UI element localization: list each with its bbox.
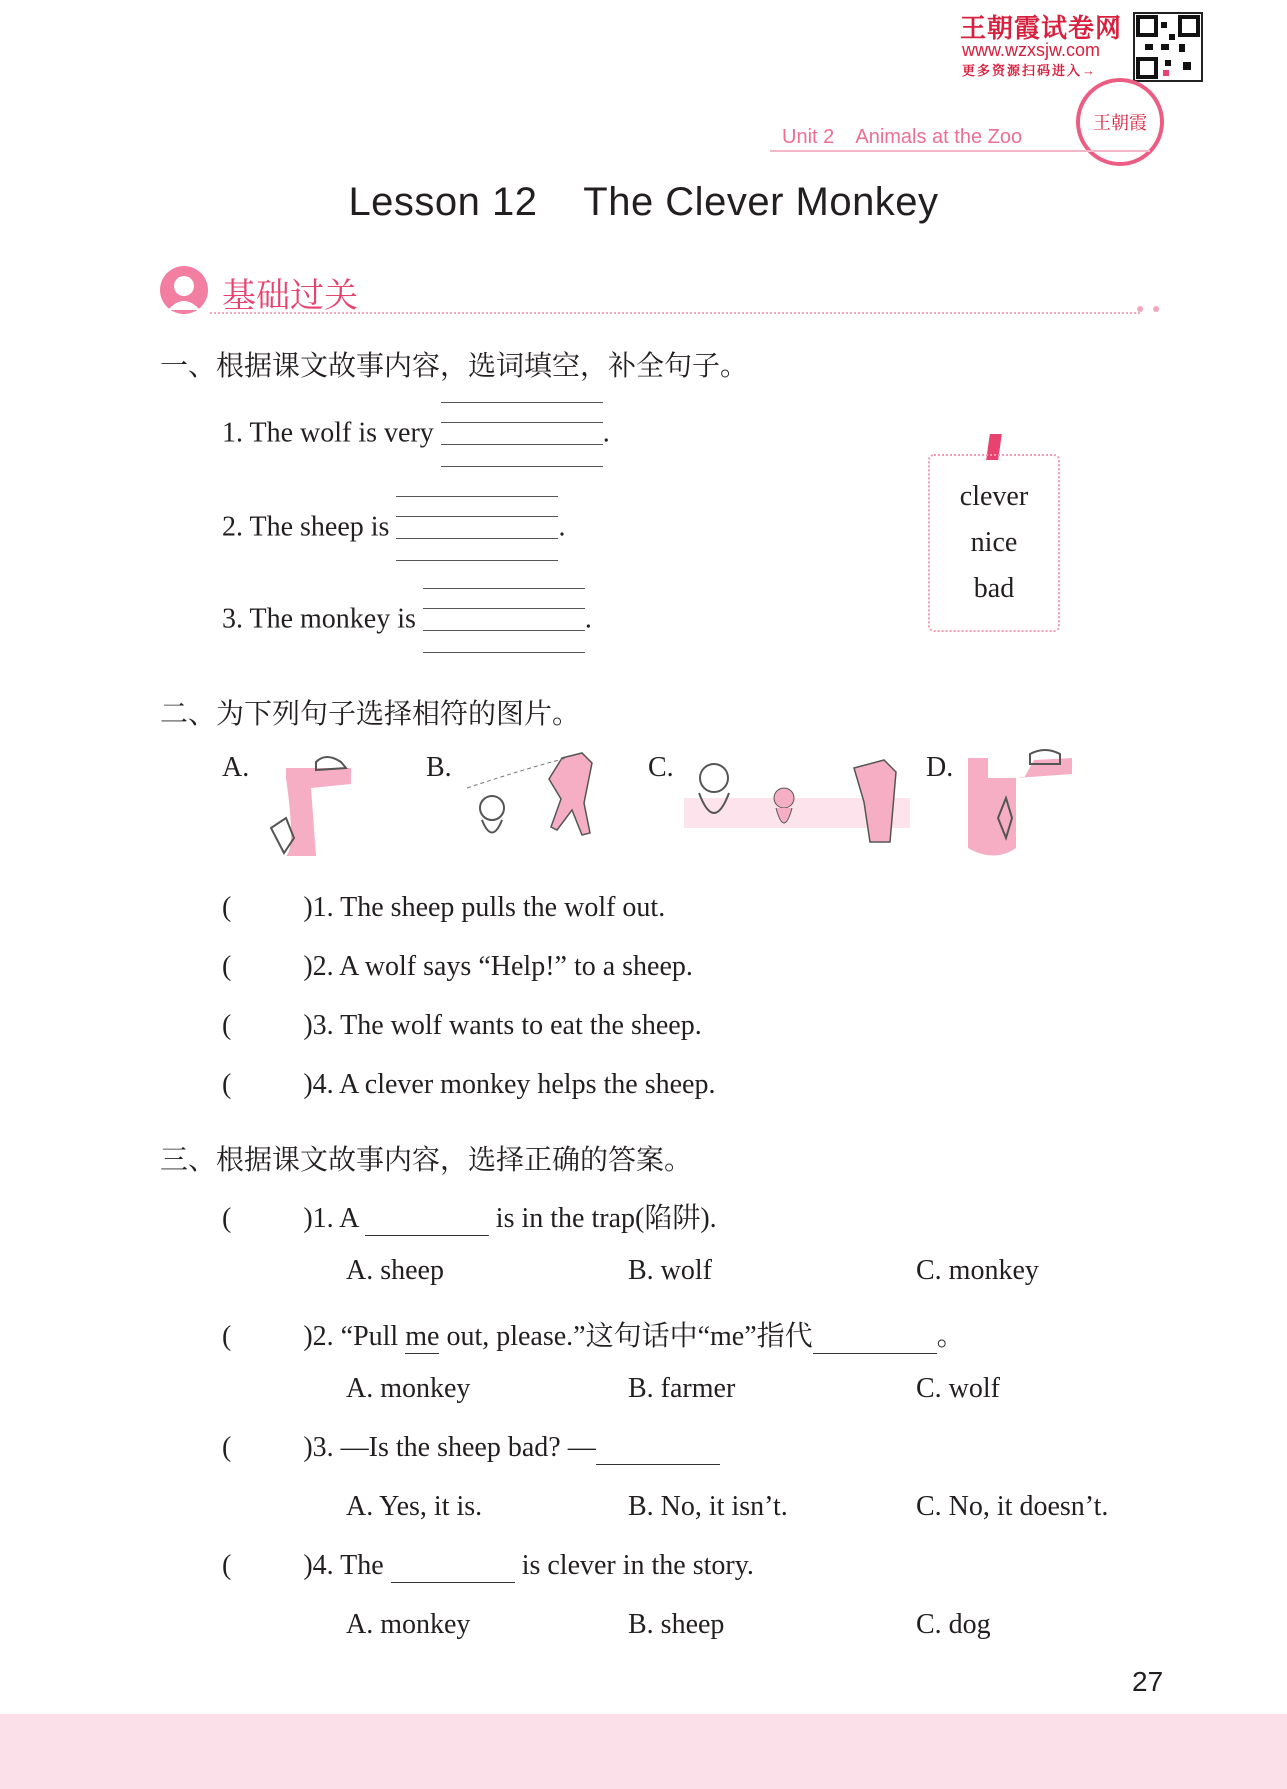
- answer-blank[interactable]: [813, 1321, 937, 1354]
- section-divider: [210, 312, 1140, 314]
- picture-label-b: B.: [426, 752, 452, 783]
- option-c[interactable]: C. wolf: [916, 1373, 1000, 1404]
- part2-item-text: 4. A clever monkey helps the sheep.: [312, 1069, 716, 1100]
- part3-question-4: ( )4. The is clever in the story.: [222, 1550, 754, 1581]
- answer-paren[interactable]: (: [222, 1432, 232, 1463]
- part3-heading: 三、根据课文故事内容，选择正确的答案。: [160, 1145, 693, 1176]
- option-a[interactable]: A. Yes, it is.: [346, 1491, 483, 1522]
- answer-paren[interactable]: (: [222, 1321, 232, 1352]
- divider-dots-icon: ● ●: [1136, 302, 1163, 317]
- answer-paren[interactable]: (: [222, 892, 232, 923]
- option-a[interactable]: A. sheep: [346, 1255, 444, 1286]
- brand-stamp-icon: [1076, 78, 1164, 166]
- part1-item-2: 2. The sheep is .: [222, 494, 565, 564]
- answer-paren[interactable]: (: [222, 1069, 232, 1100]
- option-b[interactable]: B. wolf: [628, 1255, 712, 1286]
- answer-blank[interactable]: [365, 1203, 489, 1236]
- option-b[interactable]: B. sheep: [628, 1609, 725, 1640]
- lesson-title: Lesson 12 The Clever Monkey: [348, 180, 939, 224]
- picture-label-c: C.: [648, 752, 674, 783]
- part1-item-1: 1. The wolf is very .: [222, 400, 610, 470]
- section-badge-icon: [160, 266, 208, 314]
- part1-item-text: 3. The monkey is: [222, 603, 416, 635]
- picture-label-a: A.: [222, 752, 250, 783]
- answer-paren[interactable]: (: [222, 1203, 232, 1234]
- part3-question-1: ( )1. A is in the trap(陷阱).: [222, 1203, 717, 1234]
- part2-item-text: 1. The sheep pulls the wolf out.: [312, 892, 666, 923]
- answer-paren[interactable]: (: [222, 1010, 232, 1041]
- wolf-in-trap-illustration: [256, 748, 366, 858]
- option-c[interactable]: C. dog: [916, 1609, 991, 1640]
- answer-paren[interactable]: (: [222, 951, 232, 982]
- wolf-chasing-sheep-illustration: [462, 748, 612, 858]
- option-b[interactable]: B. No, it isn’t.: [628, 1491, 788, 1522]
- option-a[interactable]: A. monkey: [346, 1373, 471, 1404]
- header-divider: [770, 150, 1150, 152]
- fill-blank-lines[interactable]: [441, 400, 603, 470]
- section-badge-title: 基础过关: [222, 278, 358, 315]
- sheep-pulls-wolf-illustration: [964, 748, 1076, 858]
- footer-band: [0, 1714, 1287, 1789]
- sheep-monkey-wolf-illustration: [684, 748, 910, 858]
- brand-logo-text: 王朝霞试卷网: [960, 13, 1123, 43]
- fill-blank-lines[interactable]: [423, 586, 585, 656]
- part2-item-text: 2. A wolf says “Help!” to a sheep.: [312, 951, 693, 982]
- part2-item-1: ( )1. The sheep pulls the wolf out.: [222, 892, 666, 923]
- part3-question-2: ( )2. “Pull me out, please.”这句话中“me”指代 。: [222, 1321, 965, 1352]
- stamp-text: 王朝霞: [1093, 113, 1147, 133]
- part2-heading: 二、为下列句子选择相符的图片。: [160, 699, 581, 730]
- page-number: 27: [1132, 1666, 1164, 1697]
- unit-label: Unit 2 Animals at the Zoo: [782, 126, 1023, 148]
- part2-item-2: ( )2. A wolf says “Help!” to a sheep.: [222, 951, 693, 982]
- qr-code-icon[interactable]: [1133, 12, 1203, 82]
- answer-blank[interactable]: [391, 1550, 515, 1583]
- part2-item-text: 3. The wolf wants to eat the sheep.: [312, 1010, 702, 1041]
- underlined-word: me: [405, 1321, 440, 1352]
- answer-paren[interactable]: (: [222, 1550, 232, 1581]
- part2-item-4: ( )4. A clever monkey helps the sheep.: [222, 1069, 716, 1100]
- word-bank-item: bad: [973, 573, 1015, 604]
- part1-item-text: 1. The wolf is very: [222, 417, 434, 449]
- fill-blank-lines[interactable]: [396, 494, 558, 564]
- option-c[interactable]: C. No, it doesn’t.: [916, 1491, 1109, 1522]
- part3-question-3: ( )3. —Is the sheep bad? —: [222, 1432, 720, 1465]
- brand-url[interactable]: www.wzxsjw.com: [962, 40, 1101, 60]
- option-c[interactable]: C. monkey: [916, 1255, 1039, 1286]
- part1-heading: 一、根据课文故事内容，选词填空，补全句子。: [160, 351, 749, 382]
- brand-tagline: 更多资源扫码进入→: [962, 63, 1098, 78]
- word-bank-item: nice: [970, 527, 1018, 558]
- option-b[interactable]: B. farmer: [628, 1373, 736, 1404]
- part2-item-3: ( )3. The wolf wants to eat the sheep.: [222, 1010, 702, 1041]
- picture-label-d: D.: [926, 752, 954, 783]
- part1-item-3: 3. The monkey is .: [222, 586, 592, 656]
- word-bank-item: clever: [959, 481, 1029, 512]
- option-a[interactable]: A. monkey: [346, 1609, 471, 1640]
- answer-blank[interactable]: [596, 1432, 720, 1465]
- word-bank: [928, 454, 1060, 632]
- part1-item-text: 2. The sheep is: [222, 511, 390, 543]
